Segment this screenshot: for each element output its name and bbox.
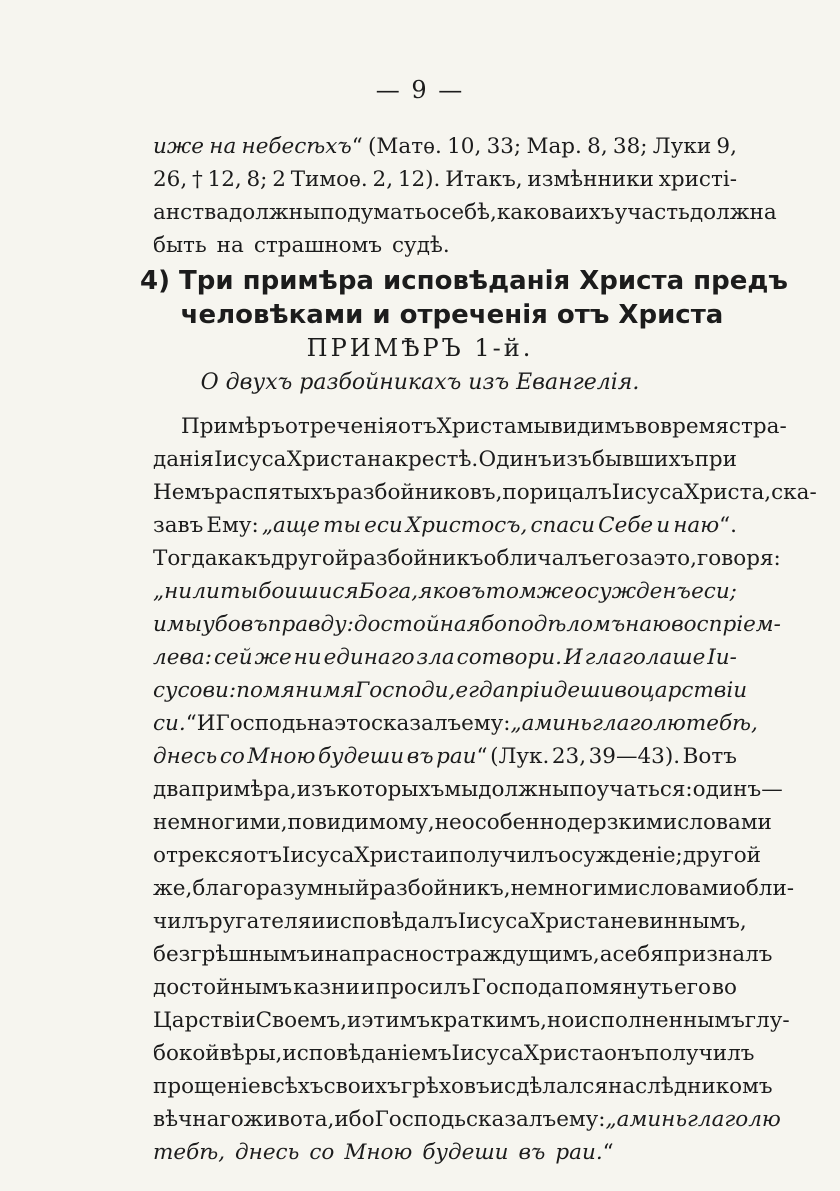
word: И <box>196 711 216 736</box>
word: помяни <box>236 678 323 703</box>
word: небесѣхъ <box>241 134 352 159</box>
word: наслѣдникомъ <box>608 1074 773 1099</box>
word: дерзкими <box>566 810 678 835</box>
word: ты <box>220 579 259 604</box>
word: сей <box>213 645 253 670</box>
word: же, <box>153 876 193 901</box>
word: Іисуса <box>451 1041 524 1066</box>
word: тебѣ, <box>685 711 758 736</box>
text-line <box>153 575 737 608</box>
word: получилъ <box>448 843 559 868</box>
word: обли- <box>732 876 795 901</box>
word: примѣра, <box>191 777 297 802</box>
word: повидимому, <box>287 810 435 835</box>
text-line <box>153 410 787 443</box>
word: видимъ <box>550 414 635 439</box>
text-line <box>153 806 772 839</box>
word: 2, <box>372 167 394 192</box>
word: особенно <box>461 810 567 835</box>
word: на <box>306 711 335 736</box>
word: вѣры, <box>219 1041 283 1066</box>
word: 12). <box>397 167 441 192</box>
word: Немъ <box>153 480 215 505</box>
word: вѣчнаго <box>153 1107 244 1132</box>
word: во <box>614 678 640 703</box>
word: какъ <box>217 546 271 571</box>
word: “ <box>351 134 363 159</box>
word: всѣхъ <box>260 1074 324 1099</box>
word: говоря: <box>696 546 781 571</box>
word: чилъ <box>153 909 209 934</box>
word: Христа, <box>684 480 772 505</box>
word: ругателя <box>208 909 312 934</box>
word: сусови: <box>153 678 237 703</box>
word: сказалъ <box>370 711 462 736</box>
word: си. <box>153 711 186 736</box>
word: бо <box>480 612 507 637</box>
word: со <box>219 744 245 769</box>
word: Тогда <box>153 546 218 571</box>
word: зла <box>416 645 455 670</box>
word <box>555 1136 613 1169</box>
word: въ <box>406 744 434 769</box>
word: другой <box>270 546 350 571</box>
word: 9, <box>716 134 737 159</box>
word: Одинъ <box>478 447 552 472</box>
word: и <box>347 1008 362 1033</box>
word: немногими, <box>153 810 288 835</box>
word: прощеніе <box>153 1074 261 1099</box>
word: мя <box>322 678 356 703</box>
word: Мною <box>247 744 316 769</box>
word: казни <box>293 975 360 1000</box>
word: ни <box>293 645 322 670</box>
word: поучаться: <box>569 777 693 802</box>
word: Мною <box>344 1140 413 1165</box>
word: И <box>563 645 583 670</box>
word: “ <box>602 1140 614 1165</box>
word: это, <box>653 546 697 571</box>
word: раи <box>436 744 477 769</box>
text-line <box>153 938 773 971</box>
word: Іисуса <box>611 480 685 505</box>
word: а <box>599 942 613 967</box>
word: ибо <box>334 1107 375 1132</box>
word: измѣнники <box>527 167 654 192</box>
word: не <box>434 810 462 835</box>
word: ли <box>192 579 220 604</box>
word: и <box>311 909 326 934</box>
word: во <box>711 975 737 1000</box>
word: и <box>434 843 449 868</box>
text-line <box>153 1103 781 1136</box>
text-line <box>153 229 737 262</box>
word: своихъ <box>323 1074 401 1099</box>
top-paragraph <box>153 130 777 262</box>
word: на <box>216 233 244 258</box>
word: днесь <box>153 744 218 769</box>
word: томже <box>485 579 574 604</box>
word: 10, <box>447 134 482 159</box>
word: „аминь <box>605 1107 688 1132</box>
word: глаголаше <box>584 645 706 670</box>
text-line <box>153 509 737 542</box>
word: со <box>309 1140 335 1165</box>
word: единаго <box>323 645 415 670</box>
text-line <box>153 476 817 509</box>
word: мы <box>444 777 479 802</box>
word: боишися <box>258 579 359 604</box>
text-line <box>153 1004 790 1037</box>
word: быть <box>153 233 207 258</box>
word: Вотъ <box>682 744 737 769</box>
word: данія <box>153 447 214 472</box>
word: безгрѣшнымъ <box>153 942 311 967</box>
word: днесь <box>235 1140 300 1165</box>
word: наю <box>625 612 672 637</box>
text-line <box>153 163 737 196</box>
word: крестѣ. <box>394 447 479 472</box>
word: Себе <box>598 513 654 538</box>
word: и <box>489 1074 505 1099</box>
word: краткимъ, <box>430 1008 547 1033</box>
word: два <box>153 777 192 802</box>
word: 8; <box>246 167 268 192</box>
page-number: — 9 — <box>375 76 465 104</box>
word: живота, <box>243 1107 335 1132</box>
word: достойная <box>353 612 481 637</box>
word: тебѣ, <box>153 1140 226 1165</box>
word: Ему: <box>206 513 259 538</box>
word: Іисуса <box>457 909 531 934</box>
word: же <box>254 645 292 670</box>
word: изъ <box>551 447 592 472</box>
word: отрекся <box>153 843 244 868</box>
word: (Лук. <box>490 744 550 769</box>
word: словами <box>638 876 733 901</box>
word: 8, <box>587 134 608 159</box>
word <box>673 509 737 542</box>
word: Луки <box>652 134 712 159</box>
word: изъ <box>296 777 337 802</box>
word: достойнымъ <box>153 975 293 1000</box>
word: страшномъ <box>253 233 382 258</box>
text-line <box>153 1070 773 1103</box>
word: исповѣдалъ <box>325 909 458 934</box>
text-line <box>153 608 781 641</box>
word: страждущимъ, <box>431 942 600 967</box>
word: по <box>506 612 534 637</box>
word: Господь <box>215 711 307 736</box>
word: о <box>426 200 440 225</box>
word: Мар. <box>526 134 582 159</box>
word: “. <box>719 513 737 538</box>
word: грѣховъ <box>400 1074 490 1099</box>
word: Итакъ, <box>445 167 523 192</box>
word: 38; <box>612 134 648 159</box>
word: яко <box>418 579 459 604</box>
word: разбойникъ, <box>369 876 511 901</box>
text-line <box>153 674 748 707</box>
word: сказалъ <box>466 1107 557 1132</box>
word: “ <box>476 744 488 769</box>
text-line <box>153 707 758 740</box>
word: это <box>334 711 371 736</box>
word: распятыхъ <box>214 480 337 505</box>
word: Своемъ, <box>255 1008 348 1033</box>
word: сдѣлался <box>504 1074 609 1099</box>
word: Христа <box>530 909 611 934</box>
word: стра- <box>728 414 787 439</box>
word: спаси <box>530 513 596 538</box>
word: завъ <box>153 513 204 538</box>
word: подумать <box>320 200 427 225</box>
word <box>436 740 487 773</box>
word: анства <box>153 200 230 225</box>
word: его <box>674 975 711 1000</box>
text-line <box>153 839 762 872</box>
word: наю <box>673 513 720 538</box>
word: осужденъ <box>574 579 691 604</box>
word: должна <box>689 200 777 225</box>
word: будеши <box>422 1140 509 1165</box>
word: глу- <box>744 1008 790 1033</box>
word: воспріем- <box>671 612 781 637</box>
example-title: ПРИМѢРЪ 1-й. <box>306 334 534 362</box>
word: должны <box>229 200 321 225</box>
word: „аще <box>261 513 321 538</box>
word: царствіи <box>639 678 748 703</box>
text-line <box>153 905 747 938</box>
text-line <box>153 443 737 476</box>
word: которыхъ <box>336 777 445 802</box>
word: за <box>628 546 654 571</box>
word: ты <box>323 513 362 538</box>
word: глаголю <box>687 1107 781 1132</box>
word: немногими <box>510 876 639 901</box>
word: 39—43). <box>588 744 681 769</box>
section-heading-line-2: человѣками и отреченія отъ Христа <box>180 300 724 330</box>
word: другой <box>682 843 762 868</box>
word: „ни <box>153 579 193 604</box>
word: благоразумный <box>192 876 370 901</box>
word: время <box>660 414 729 439</box>
word: Примѣръ <box>181 414 285 439</box>
example-subtitle: О двухъ разбойникахъ изъ Евангелія. <box>200 370 640 395</box>
word: христі- <box>658 167 737 192</box>
word: Бога, <box>358 579 419 604</box>
word: этимъ <box>361 1008 431 1033</box>
word: глаголю <box>592 711 686 736</box>
word: Христа <box>436 414 517 439</box>
text-line <box>153 740 737 773</box>
word: должны <box>478 777 570 802</box>
text-line <box>153 641 737 674</box>
word: ихъ <box>574 200 615 225</box>
word: участь <box>614 200 690 225</box>
word: себѣ, <box>439 200 497 225</box>
word: порицалъ <box>502 480 612 505</box>
word: ему: <box>461 711 511 736</box>
word: 23, <box>551 744 587 769</box>
word: Іи- <box>707 645 737 670</box>
word: еси; <box>691 579 737 604</box>
word <box>153 707 197 740</box>
word: ему: <box>556 1107 606 1132</box>
word: будеши <box>317 744 405 769</box>
word: разбойниковъ, <box>336 480 503 505</box>
section-heading <box>140 264 788 332</box>
word: 2 <box>272 167 286 192</box>
word: въ <box>458 579 486 604</box>
word: исполненнымъ <box>574 1008 745 1033</box>
word: убо <box>202 612 241 637</box>
word: какова <box>496 200 575 225</box>
main-paragraph <box>153 410 817 1169</box>
word: одинъ— <box>692 777 783 802</box>
text-line <box>153 872 795 905</box>
word: осужденіе; <box>558 843 683 868</box>
word: бокой <box>153 1041 220 1066</box>
word: судѣ. <box>392 233 450 258</box>
word: получилъ <box>644 1041 755 1066</box>
word: онъ <box>604 1041 645 1066</box>
word: Іисуса <box>281 843 355 868</box>
word: и <box>656 513 671 538</box>
text-line <box>153 971 737 1004</box>
word: еси <box>364 513 403 538</box>
word: 26, <box>153 167 188 192</box>
word: сотвори. <box>456 645 562 670</box>
word: 12, <box>207 167 242 192</box>
word: его <box>591 546 629 571</box>
word: отреченія <box>284 414 399 439</box>
word: Христа <box>286 447 367 472</box>
word: правду: <box>267 612 354 637</box>
word: исповѣданіемъ <box>282 1041 452 1066</box>
word: при <box>694 447 737 472</box>
word: „аминь <box>510 711 593 736</box>
word: егда <box>455 678 506 703</box>
text-line <box>153 773 783 806</box>
word: и <box>153 612 167 637</box>
word: Господи, <box>355 678 456 703</box>
word: Христосъ, <box>405 513 528 538</box>
word: (Матѳ. <box>368 134 442 159</box>
word: Тимоѳ. <box>290 167 368 192</box>
word <box>242 130 363 163</box>
word: ска- <box>771 480 817 505</box>
word: Господь <box>374 1107 467 1132</box>
word: иже <box>153 134 205 159</box>
word: на <box>209 134 237 159</box>
word: Іисуса <box>214 447 287 472</box>
word: на <box>367 447 395 472</box>
word: разбойникъ <box>349 546 484 571</box>
word: пріидеши <box>505 678 615 703</box>
text-line <box>153 1136 737 1169</box>
word: † <box>191 167 203 192</box>
word: дѣломъ <box>533 612 626 637</box>
word: бывшихъ <box>592 447 695 472</box>
word: въ <box>240 612 268 637</box>
text-line <box>153 130 737 163</box>
word: лева: <box>153 645 212 670</box>
word: Царствіи <box>153 1008 256 1033</box>
word: Христа <box>354 843 435 868</box>
word: словами <box>677 810 772 835</box>
text-line <box>153 196 777 229</box>
word: просилъ <box>375 975 471 1000</box>
word: и <box>310 942 325 967</box>
word: невиннымъ, <box>610 909 747 934</box>
section-heading-line-1: 4) Три примѣра исповѣданія Христа предъ <box>140 266 788 296</box>
word: но <box>546 1008 575 1033</box>
word: отъ <box>398 414 437 439</box>
word: 33; <box>486 134 522 159</box>
word: въ <box>518 1140 546 1165</box>
word: обличалъ <box>483 546 592 571</box>
word: помянуть <box>565 975 674 1000</box>
word: мы <box>516 414 551 439</box>
word: во <box>634 414 661 439</box>
word: отъ <box>243 843 282 868</box>
word: Господа <box>471 975 565 1000</box>
text-line <box>153 542 781 575</box>
word: “ <box>185 711 197 736</box>
word: и <box>360 975 376 1000</box>
word: напрасно <box>324 942 432 967</box>
word: раи. <box>555 1140 603 1165</box>
text-line <box>153 1037 755 1070</box>
word: призналъ <box>663 942 773 967</box>
word: мы <box>166 612 203 637</box>
word: себя <box>612 942 664 967</box>
word: Христа <box>523 1041 605 1066</box>
